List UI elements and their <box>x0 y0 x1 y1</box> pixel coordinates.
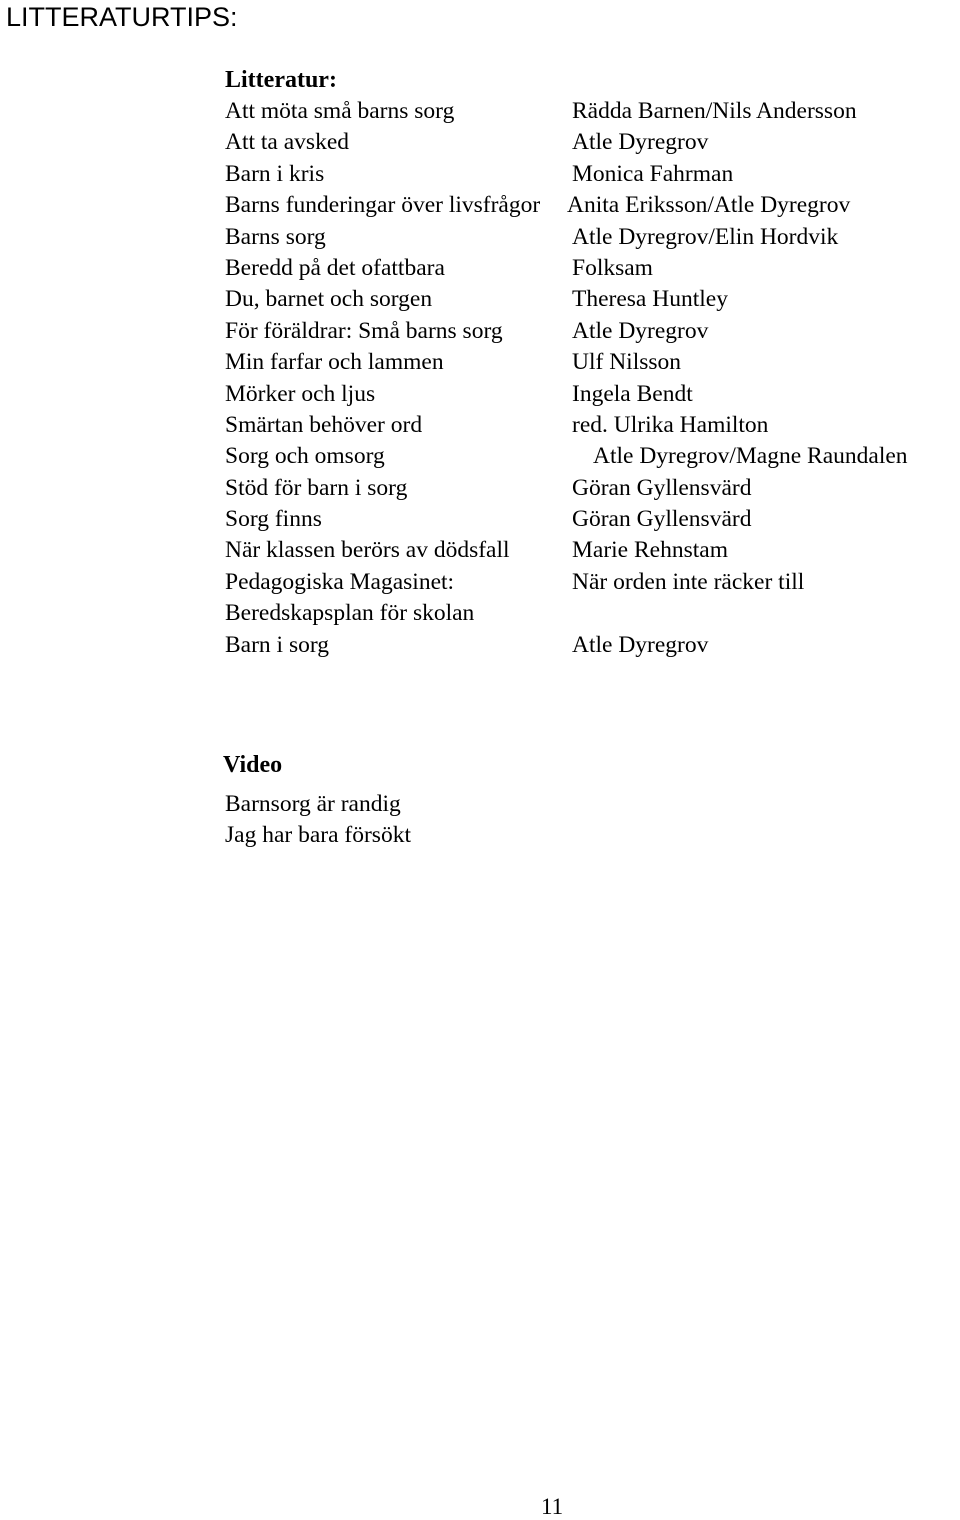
literature-item <box>225 190 960 221</box>
book-title: Min farfar och lammen <box>225 349 444 376</box>
literature-item <box>225 347 960 378</box>
literature-item <box>225 96 960 127</box>
page-heading: LITTERATURTIPS: <box>6 2 238 32</box>
book-author: Ingela Bendt <box>572 380 693 407</box>
book-title: Sorg finns <box>225 506 322 533</box>
literature-item <box>225 410 960 441</box>
literature-item <box>225 473 960 504</box>
literature-section-title: Litteratur: <box>225 67 337 93</box>
video-list <box>225 789 411 852</box>
literature-item <box>225 567 960 598</box>
literature-item <box>225 253 960 284</box>
book-title: Beredd på det ofattbara <box>225 254 445 281</box>
book-author: Atle Dyregrov/Elin Hordvik <box>572 223 839 250</box>
book-title: Barn i kris <box>225 160 325 187</box>
book-author: red. Ulrika Hamilton <box>572 411 769 438</box>
video-section-title: Video <box>223 752 283 778</box>
book-author: Göran Gyllensvärd <box>572 506 752 533</box>
book-author: Atle Dyregrov/Magne Raundalen <box>593 443 908 470</box>
literature-item <box>225 284 960 315</box>
book-title: När klassen berörs av dödsfall <box>225 537 510 564</box>
book-author: Göran Gyllensvärd <box>572 474 752 501</box>
book-author: Marie Rehnstam <box>572 537 728 564</box>
literature-item <box>225 535 960 566</box>
book-author: Atle Dyregrov <box>572 129 709 156</box>
book-title: Mörker och ljus <box>225 380 376 407</box>
book-title: Sorg och omsorg <box>225 443 385 470</box>
book-title: Stöd för barn i sorg <box>225 474 408 501</box>
literature-item <box>225 222 960 253</box>
literature-item <box>225 127 960 158</box>
book-title: Barns funderingar över livsfrågor <box>225 192 541 219</box>
book-author: Rädda Barnen/Nils Andersson <box>572 98 857 124</box>
book-title: Barns sorg <box>225 223 326 250</box>
literature-item <box>225 630 960 661</box>
book-author: Atle Dyregrov <box>572 631 709 658</box>
literature-item <box>225 441 960 472</box>
literature-item <box>225 598 960 629</box>
book-author: Anita Eriksson/Atle Dyregrov <box>567 192 851 219</box>
book-title: Du, barnet och sorgen <box>225 286 433 313</box>
book-title: Att möta små barns sorg <box>225 98 455 124</box>
book-title: För föräldrar: Små barns sorg <box>225 317 503 344</box>
book-author: Folksam <box>572 254 653 281</box>
literature-list <box>225 96 960 661</box>
video-item: Barnsorg är randig <box>225 791 401 817</box>
book-title: Beredskapsplan för skolan <box>225 600 475 627</box>
literature-item <box>225 379 960 410</box>
literature-item <box>225 316 960 347</box>
book-author: Atle Dyregrov <box>572 317 709 344</box>
book-author: Theresa Huntley <box>572 286 728 313</box>
page-number: 11 <box>541 1494 564 1519</box>
literature-item <box>225 159 960 190</box>
book-title: Barn i sorg <box>225 631 330 658</box>
book-title: Smärtan behöver ord <box>225 411 423 438</box>
book-title: Att ta avsked <box>225 129 349 156</box>
book-author: Monica Fahrman <box>572 160 734 187</box>
video-item: Jag har bara försökt <box>225 822 411 849</box>
book-author: När orden inte räcker till <box>572 568 805 595</box>
book-title: Pedagogiska Magasinet: <box>225 568 455 595</box>
book-author: Ulf Nilsson <box>572 349 682 376</box>
literature-item <box>225 504 960 535</box>
